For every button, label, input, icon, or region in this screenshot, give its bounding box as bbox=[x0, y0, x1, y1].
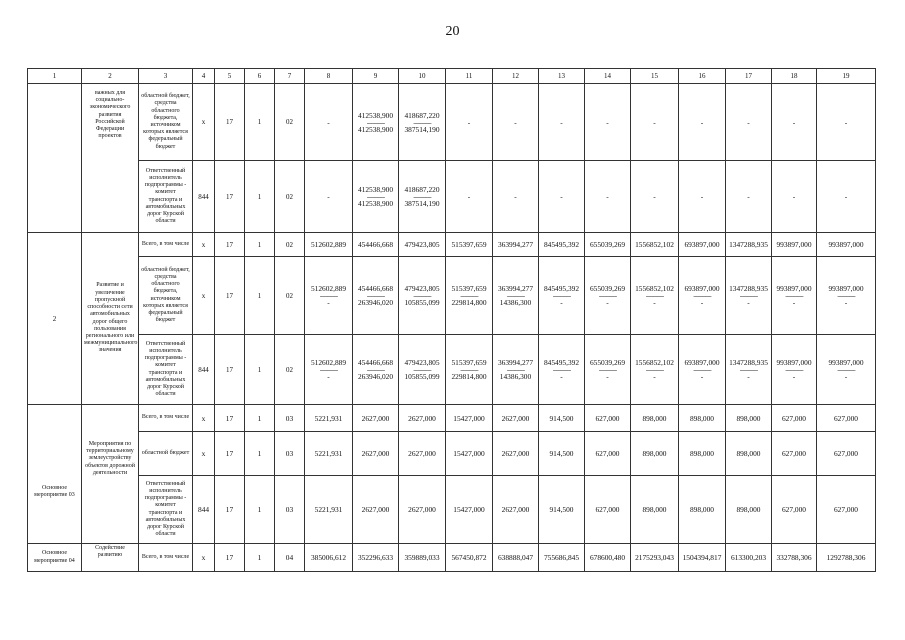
cell: 15427,000 bbox=[446, 476, 493, 544]
split-cell: 454466,668 ------------ 263946,020 bbox=[353, 257, 399, 335]
column-header: 1 bbox=[28, 69, 82, 84]
cell: 2627,000 bbox=[493, 432, 539, 476]
table-row bbox=[28, 257, 876, 335]
value-top: 655039,269 bbox=[589, 284, 626, 293]
value-bottom: - bbox=[844, 298, 848, 307]
cell: 627,000 bbox=[817, 432, 876, 476]
cell: 1556852,102 bbox=[631, 233, 679, 257]
cell: 17 bbox=[215, 405, 245, 432]
header-row bbox=[28, 69, 876, 84]
value-top: 993897,000 bbox=[776, 358, 812, 367]
cell: 17 bbox=[215, 233, 245, 257]
cell: - bbox=[539, 84, 585, 161]
column-header: 18 bbox=[772, 69, 817, 84]
column-header: 9 bbox=[353, 69, 399, 84]
table-row bbox=[28, 161, 876, 233]
event-number-cell: Основное мероприятие 03 bbox=[28, 405, 82, 544]
cell: 914,500 bbox=[539, 476, 585, 544]
value-top: 454466,668 bbox=[357, 358, 394, 367]
value-bottom: 412538,900 bbox=[357, 124, 394, 134]
cell: 1 bbox=[245, 233, 275, 257]
row-number-cell: 2 bbox=[28, 233, 82, 405]
cell: - bbox=[726, 84, 772, 161]
cell: x bbox=[193, 405, 215, 432]
cell: 627,000 bbox=[817, 476, 876, 544]
value-bottom: 229814,800 bbox=[451, 372, 487, 381]
split-cell: 993897,000 ------------ - bbox=[772, 257, 817, 335]
cell: 363994,277 bbox=[493, 233, 539, 257]
split-cell: 479423,805 ------------ 105855,099 bbox=[399, 257, 446, 335]
cell: 02 bbox=[275, 161, 305, 233]
table-row bbox=[28, 544, 876, 572]
split-cell: 655039,269 ------------ - bbox=[585, 257, 631, 335]
cell: 352296,633 bbox=[353, 544, 399, 572]
source-cell: Ответственный исполнитель подпрограммы - комитет транспорта и автомобильных дорог Курской области bbox=[139, 161, 193, 233]
value-top: 412538,900 bbox=[357, 185, 394, 194]
value-bottom: 412538,900 bbox=[357, 199, 394, 208]
cell: 04 bbox=[275, 544, 305, 572]
cell: 5221,931 bbox=[305, 476, 353, 544]
cell: - bbox=[539, 161, 585, 233]
value-bottom: - bbox=[700, 298, 704, 307]
cell: - bbox=[446, 161, 493, 233]
cell: 2627,000 bbox=[399, 432, 446, 476]
cell: 1 bbox=[245, 405, 275, 432]
value-top: 1347288,935 bbox=[729, 358, 768, 367]
cell: 15427,000 bbox=[446, 405, 493, 432]
cell: x bbox=[193, 257, 215, 335]
cell: 1 bbox=[245, 476, 275, 544]
source-cell: Всего, в том числе bbox=[139, 544, 193, 572]
cell: 627,000 bbox=[772, 432, 817, 476]
cell: - bbox=[305, 84, 353, 161]
table-row bbox=[28, 432, 876, 476]
cell: 479423,805 bbox=[399, 233, 446, 257]
split-cell: 479423,805 ------------ 105855,099 bbox=[399, 335, 446, 405]
column-header: 12 bbox=[493, 69, 539, 84]
cell: 1504394,817 bbox=[679, 544, 726, 572]
split-cell: 363994,277 ------------ 14386,300 bbox=[493, 257, 539, 335]
cell: 898,000 bbox=[679, 405, 726, 432]
cell: x bbox=[193, 544, 215, 572]
cell: - bbox=[772, 84, 817, 161]
value-bottom: 105855,099 bbox=[404, 298, 440, 307]
cell: - bbox=[305, 161, 353, 233]
split-cell: 693897,000 ------------ - bbox=[679, 335, 726, 405]
value-top: 655039,269 bbox=[589, 358, 626, 367]
cell: 17 bbox=[215, 335, 245, 405]
value-bottom: - bbox=[327, 372, 330, 381]
cell: 1 bbox=[245, 335, 275, 405]
cell: - bbox=[493, 84, 539, 161]
cell: 1347288,935 bbox=[726, 233, 772, 257]
cell: 359889,033 bbox=[399, 544, 446, 572]
cell: 844 bbox=[193, 476, 215, 544]
source-cell: Всего, в том числе bbox=[139, 233, 193, 257]
value-bottom: 263946,020 bbox=[357, 298, 394, 307]
source-cell: областной бюджет, средства областного бюджета, источником которых является федеральный бюджет bbox=[139, 84, 193, 161]
value-top: 363994,277 bbox=[497, 284, 534, 293]
value-bottom: - bbox=[747, 298, 750, 307]
split-cell: 412538,900 ------------ 412538,900 bbox=[353, 161, 399, 233]
column-header: 10 bbox=[399, 69, 446, 84]
value-bottom: - bbox=[560, 298, 563, 307]
cell: 17 bbox=[215, 161, 245, 233]
value-bottom: - bbox=[700, 372, 704, 381]
cell: 627,000 bbox=[772, 405, 817, 432]
value-top: 363994,277 bbox=[497, 358, 534, 367]
table-row bbox=[28, 476, 876, 544]
cell: 898,000 bbox=[631, 432, 679, 476]
cell: - bbox=[679, 161, 726, 233]
value-top: 845495,392 bbox=[543, 284, 580, 293]
cell: 898,000 bbox=[726, 432, 772, 476]
cell: - bbox=[631, 161, 679, 233]
cell: 898,000 bbox=[631, 405, 679, 432]
value-bottom: - bbox=[606, 372, 609, 381]
cell: 1292788,306 bbox=[817, 544, 876, 572]
value-top: 993897,000 bbox=[828, 284, 864, 293]
cell: 2627,000 bbox=[493, 405, 539, 432]
source-cell: Ответственный исполнитель подпрограммы - комитет транспорта и автомобильных дорог Курской области bbox=[139, 335, 193, 405]
cell: 844 bbox=[193, 161, 215, 233]
value-bottom: - bbox=[747, 372, 750, 381]
column-header: 17 bbox=[726, 69, 772, 84]
cell bbox=[28, 84, 82, 233]
cell: 17 bbox=[215, 257, 245, 335]
source-cell: Всего, в том числе bbox=[139, 405, 193, 432]
cell: 454466,668 bbox=[353, 233, 399, 257]
event-name-cell: Развитие и увеличение пропускной способности сети автомобильных дорог общего пользования регионального или межмуниципального значения bbox=[82, 233, 139, 405]
cell: 03 bbox=[275, 476, 305, 544]
cell: 2627,000 bbox=[353, 432, 399, 476]
column-header: 6 bbox=[245, 69, 275, 84]
cell: - bbox=[772, 161, 817, 233]
value-top: 1556852,102 bbox=[635, 358, 674, 367]
cell: 898,000 bbox=[679, 476, 726, 544]
split-cell: 1556852,102 ------------ - bbox=[631, 257, 679, 335]
event-name-cell: Содействие развитию bbox=[82, 544, 139, 572]
value-top: 693897,000 bbox=[684, 358, 720, 367]
column-header: 11 bbox=[446, 69, 493, 84]
split-cell: 418687,220 ------------ 387514,190 bbox=[399, 161, 446, 233]
value-bottom: 105855,099 bbox=[404, 372, 440, 381]
value-top: 1556852,102 bbox=[635, 284, 674, 293]
value-top: 993897,000 bbox=[828, 358, 864, 367]
value-top: 479423,805 bbox=[404, 284, 440, 293]
cell: 613300,203 bbox=[726, 544, 772, 572]
source-cell: областной бюджет, средства областного бюджета, источником которых является федеральный бюджет bbox=[139, 257, 193, 335]
cell: 02 bbox=[275, 335, 305, 405]
cell: 17 bbox=[215, 476, 245, 544]
source-cell: областной бюджет bbox=[139, 432, 193, 476]
split-cell: 454466,668 ------------ 263946,020 bbox=[353, 335, 399, 405]
cell: 655039,269 bbox=[585, 233, 631, 257]
value-bottom: 14386,300 bbox=[499, 298, 532, 307]
cell: 627,000 bbox=[817, 405, 876, 432]
split-cell: 512602,889 ------------ - bbox=[305, 335, 353, 405]
cell: 2627,000 bbox=[399, 476, 446, 544]
cell: 03 bbox=[275, 432, 305, 476]
split-cell: 845495,392 ------------ - bbox=[539, 257, 585, 335]
cell: 638888,047 bbox=[493, 544, 539, 572]
cell: 5221,931 bbox=[305, 432, 353, 476]
column-header: 15 bbox=[631, 69, 679, 84]
table-row bbox=[28, 405, 876, 432]
cell: 03 bbox=[275, 405, 305, 432]
cell: 627,000 bbox=[585, 405, 631, 432]
value-bottom: - bbox=[560, 372, 563, 381]
cell: 15427,000 bbox=[446, 432, 493, 476]
value-top: 512602,889 bbox=[310, 358, 347, 367]
value-top: 418687,220 bbox=[404, 110, 440, 120]
column-header: 8 bbox=[305, 69, 353, 84]
cell: 385006,612 bbox=[305, 544, 353, 572]
page-number: 20 bbox=[445, 24, 460, 39]
column-header: 14 bbox=[585, 69, 631, 84]
value-top: 512602,889 bbox=[310, 284, 347, 293]
cell: 844 bbox=[193, 335, 215, 405]
cell: 627,000 bbox=[772, 476, 817, 544]
cell: x bbox=[193, 233, 215, 257]
split-cell: 418687,220 ------------ 387514,190 bbox=[399, 84, 446, 161]
split-cell: 655039,269 ------------ - bbox=[585, 335, 631, 405]
split-cell: 1347288,935 ------------ - bbox=[726, 335, 772, 405]
cell: - bbox=[446, 84, 493, 161]
value-bottom: - bbox=[792, 298, 796, 307]
cell: 1 bbox=[245, 161, 275, 233]
value-top: 515397,659 bbox=[451, 358, 487, 367]
cell: 02 bbox=[275, 84, 305, 161]
column-header: 7 bbox=[275, 69, 305, 84]
cell: 17 bbox=[215, 544, 245, 572]
value-bottom: 387514,190 bbox=[404, 199, 440, 208]
cell: 5221,931 bbox=[305, 405, 353, 432]
cell: 993897,000 bbox=[817, 233, 876, 257]
event-name-cell: важных для социально-экономического развития Российской Федерации проектов bbox=[82, 84, 139, 233]
cell: - bbox=[726, 161, 772, 233]
source-cell: Ответственный исполнитель подпрограммы - комитет транспорта и автомобильных дорог Курской области bbox=[139, 476, 193, 544]
cell: 1 bbox=[245, 257, 275, 335]
value-top: 693897,000 bbox=[684, 284, 720, 293]
split-cell: 412538,900 ------------ 412538,900 bbox=[353, 84, 399, 161]
split-cell: 1347288,935 ------------ - bbox=[726, 257, 772, 335]
split-cell: 1556852,102 ------------ - bbox=[631, 335, 679, 405]
value-bottom: - bbox=[844, 372, 848, 381]
value-bottom: - bbox=[653, 372, 656, 381]
value-top: 418687,220 bbox=[404, 185, 440, 194]
cell: 2175293,043 bbox=[631, 544, 679, 572]
cell: 693897,000 bbox=[679, 233, 726, 257]
split-cell: 845495,392 ------------ - bbox=[539, 335, 585, 405]
cell: 898,000 bbox=[726, 405, 772, 432]
cell: 567450,872 bbox=[446, 544, 493, 572]
cell: 02 bbox=[275, 257, 305, 335]
split-cell: 993897,000 ------------ - bbox=[817, 257, 876, 335]
value-top: 845495,392 bbox=[543, 358, 580, 367]
cell: 898,000 bbox=[726, 476, 772, 544]
event-name-cell: Мероприятия по территориальному землеустройству объектов дорожной деятельности bbox=[82, 405, 139, 544]
cell: 1 bbox=[245, 544, 275, 572]
budget-table bbox=[27, 68, 876, 572]
split-cell: 993897,000 ------------ - bbox=[772, 335, 817, 405]
cell: - bbox=[631, 84, 679, 161]
cell: 678600,480 bbox=[585, 544, 631, 572]
cell: - bbox=[817, 161, 876, 233]
value-bottom: - bbox=[606, 298, 609, 307]
cell: 332788,306 bbox=[772, 544, 817, 572]
cell: 512602,889 bbox=[305, 233, 353, 257]
split-cell: 693897,000 ------------ - bbox=[679, 257, 726, 335]
table-row bbox=[28, 335, 876, 405]
table-row bbox=[28, 84, 876, 161]
cell: - bbox=[493, 161, 539, 233]
split-cell: 363994,277 ------------ 14386,300 bbox=[493, 335, 539, 405]
value-bottom: - bbox=[653, 298, 656, 307]
cell: 993897,000 bbox=[772, 233, 817, 257]
value-top: 515397,659 bbox=[451, 284, 487, 293]
split-cell: 512602,889 ------------ - bbox=[305, 257, 353, 335]
cell: - bbox=[585, 84, 631, 161]
cell: 1 bbox=[245, 84, 275, 161]
cell: 2627,000 bbox=[493, 476, 539, 544]
cell: 845495,392 bbox=[539, 233, 585, 257]
table-row bbox=[28, 233, 876, 257]
cell: - bbox=[817, 84, 876, 161]
column-header: 2 bbox=[82, 69, 139, 84]
column-header: 19 bbox=[817, 69, 876, 84]
column-header: 13 bbox=[539, 69, 585, 84]
value-bottom: - bbox=[327, 298, 330, 307]
split-cell: 515397,659 ------------ 229814,800 bbox=[446, 257, 493, 335]
cell: 914,500 bbox=[539, 432, 585, 476]
value-bottom: 229814,800 bbox=[451, 298, 487, 307]
value-top: 454466,668 bbox=[357, 284, 394, 293]
value-bottom: 14386,300 bbox=[499, 372, 532, 381]
cell: 2627,000 bbox=[399, 405, 446, 432]
value-top: 1347288,935 bbox=[729, 284, 768, 293]
value-bottom: 387514,190 bbox=[404, 124, 440, 134]
column-header: 3 bbox=[139, 69, 193, 84]
value-bottom: 263946,020 bbox=[357, 372, 394, 381]
cell: 1 bbox=[245, 432, 275, 476]
cell: 627,000 bbox=[585, 476, 631, 544]
cell: 17 bbox=[215, 84, 245, 161]
value-bottom: - bbox=[792, 372, 796, 381]
cell: - bbox=[585, 161, 631, 233]
cell: 914,500 bbox=[539, 405, 585, 432]
value-top: 993897,000 bbox=[776, 284, 812, 293]
column-header: 16 bbox=[679, 69, 726, 84]
value-top: 412538,900 bbox=[357, 110, 394, 120]
cell: 2627,000 bbox=[353, 476, 399, 544]
cell: 898,000 bbox=[631, 476, 679, 544]
cell: x bbox=[193, 84, 215, 161]
cell: 2627,000 bbox=[353, 405, 399, 432]
cell: 515397,659 bbox=[446, 233, 493, 257]
cell: 755686,845 bbox=[539, 544, 585, 572]
value-top: 479423,805 bbox=[404, 358, 440, 367]
split-cell: 515397,659 ------------ 229814,800 bbox=[446, 335, 493, 405]
cell: 898,000 bbox=[679, 432, 726, 476]
column-header: 4 bbox=[193, 69, 215, 84]
cell: 17 bbox=[215, 432, 245, 476]
split-cell: 993897,000 ------------ - bbox=[817, 335, 876, 405]
cell: - bbox=[679, 84, 726, 161]
cell: 02 bbox=[275, 233, 305, 257]
column-header: 5 bbox=[215, 69, 245, 84]
cell: x bbox=[193, 432, 215, 476]
cell: 627,000 bbox=[585, 432, 631, 476]
event-number-cell: Основное мероприятие 04 bbox=[28, 544, 82, 572]
